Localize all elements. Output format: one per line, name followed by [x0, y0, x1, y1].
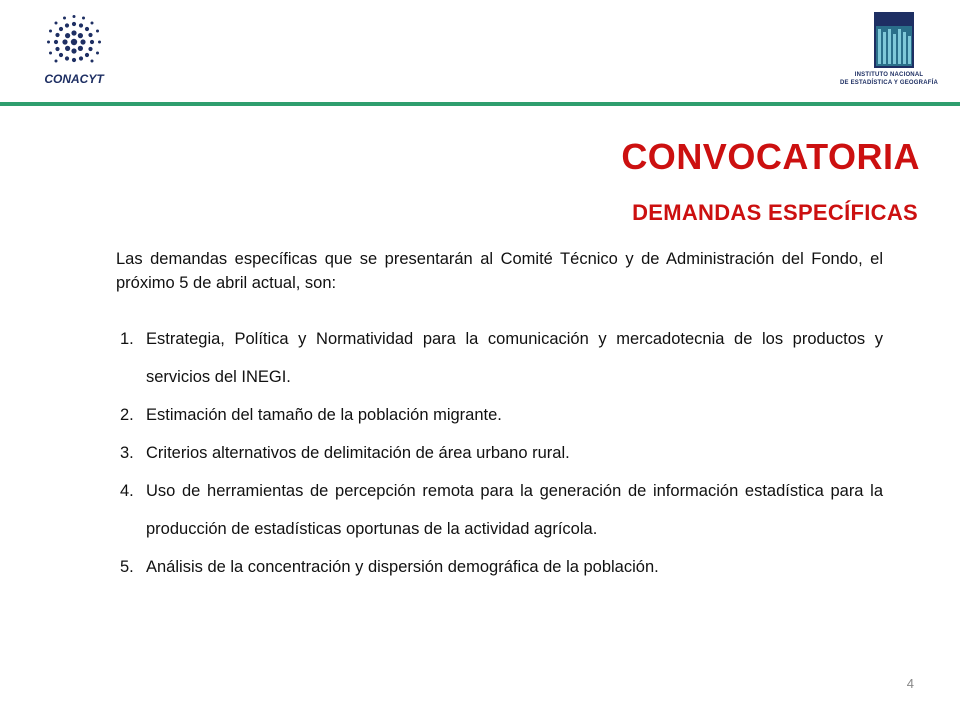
slide-title: CONVOCATORIA — [621, 136, 920, 177]
list-item-number: 4. — [120, 482, 134, 500]
conacyt-dots-icon — [46, 14, 102, 70]
inegi-logo-line2: DE ESTADÍSTICA Y GEOGRAFÍA — [840, 80, 938, 86]
list-item-text: Estrategia, Política y Normatividad para la comunicación y mercadotecnia de los productos y servicios del INEGI. — [146, 330, 883, 386]
conacyt-logo — [32, 14, 116, 86]
list-item-text: Uso de herramientas de percepción remota para la generación de información estadística para la producción de estadísticas oportunas de la actividad agrícola. — [146, 482, 883, 538]
list-item-number: 2. — [120, 406, 134, 424]
inegi-logo-line1: INSTITUTO NACIONAL — [854, 72, 924, 78]
list-item — [116, 396, 883, 434]
intro-paragraph: Las demandas específicas que se presentarán al Comité Técnico y de Administración del Fondo, el próximo 5 de abril actual, son: — [116, 250, 883, 292]
list-item-number: 3. — [120, 444, 134, 462]
list-item-number: 1. — [120, 330, 134, 348]
list-item — [116, 434, 883, 472]
list-item-text: Criterios alternativos de delimitación de área urbano rural. — [146, 444, 570, 462]
slide-subtitle: DEMANDAS ESPECÍFICAS — [632, 200, 918, 225]
list-item — [116, 472, 883, 548]
header-divider — [0, 102, 960, 106]
list-item-number: 5. — [120, 558, 134, 576]
conacyt-logo-text: CONACYT — [44, 72, 104, 86]
inegi-logo — [832, 12, 946, 92]
page-number: 4 — [906, 676, 914, 691]
list-item-text: Análisis de la concentración y dispersión demográfica de la población. — [146, 558, 659, 576]
list-item — [116, 320, 883, 396]
demands-list — [116, 320, 883, 586]
slide-header — [0, 0, 960, 110]
inegi-building-icon — [874, 12, 914, 68]
list-item-text: Estimación del tamaño de la población migrante. — [146, 406, 502, 424]
list-item — [116, 548, 883, 586]
